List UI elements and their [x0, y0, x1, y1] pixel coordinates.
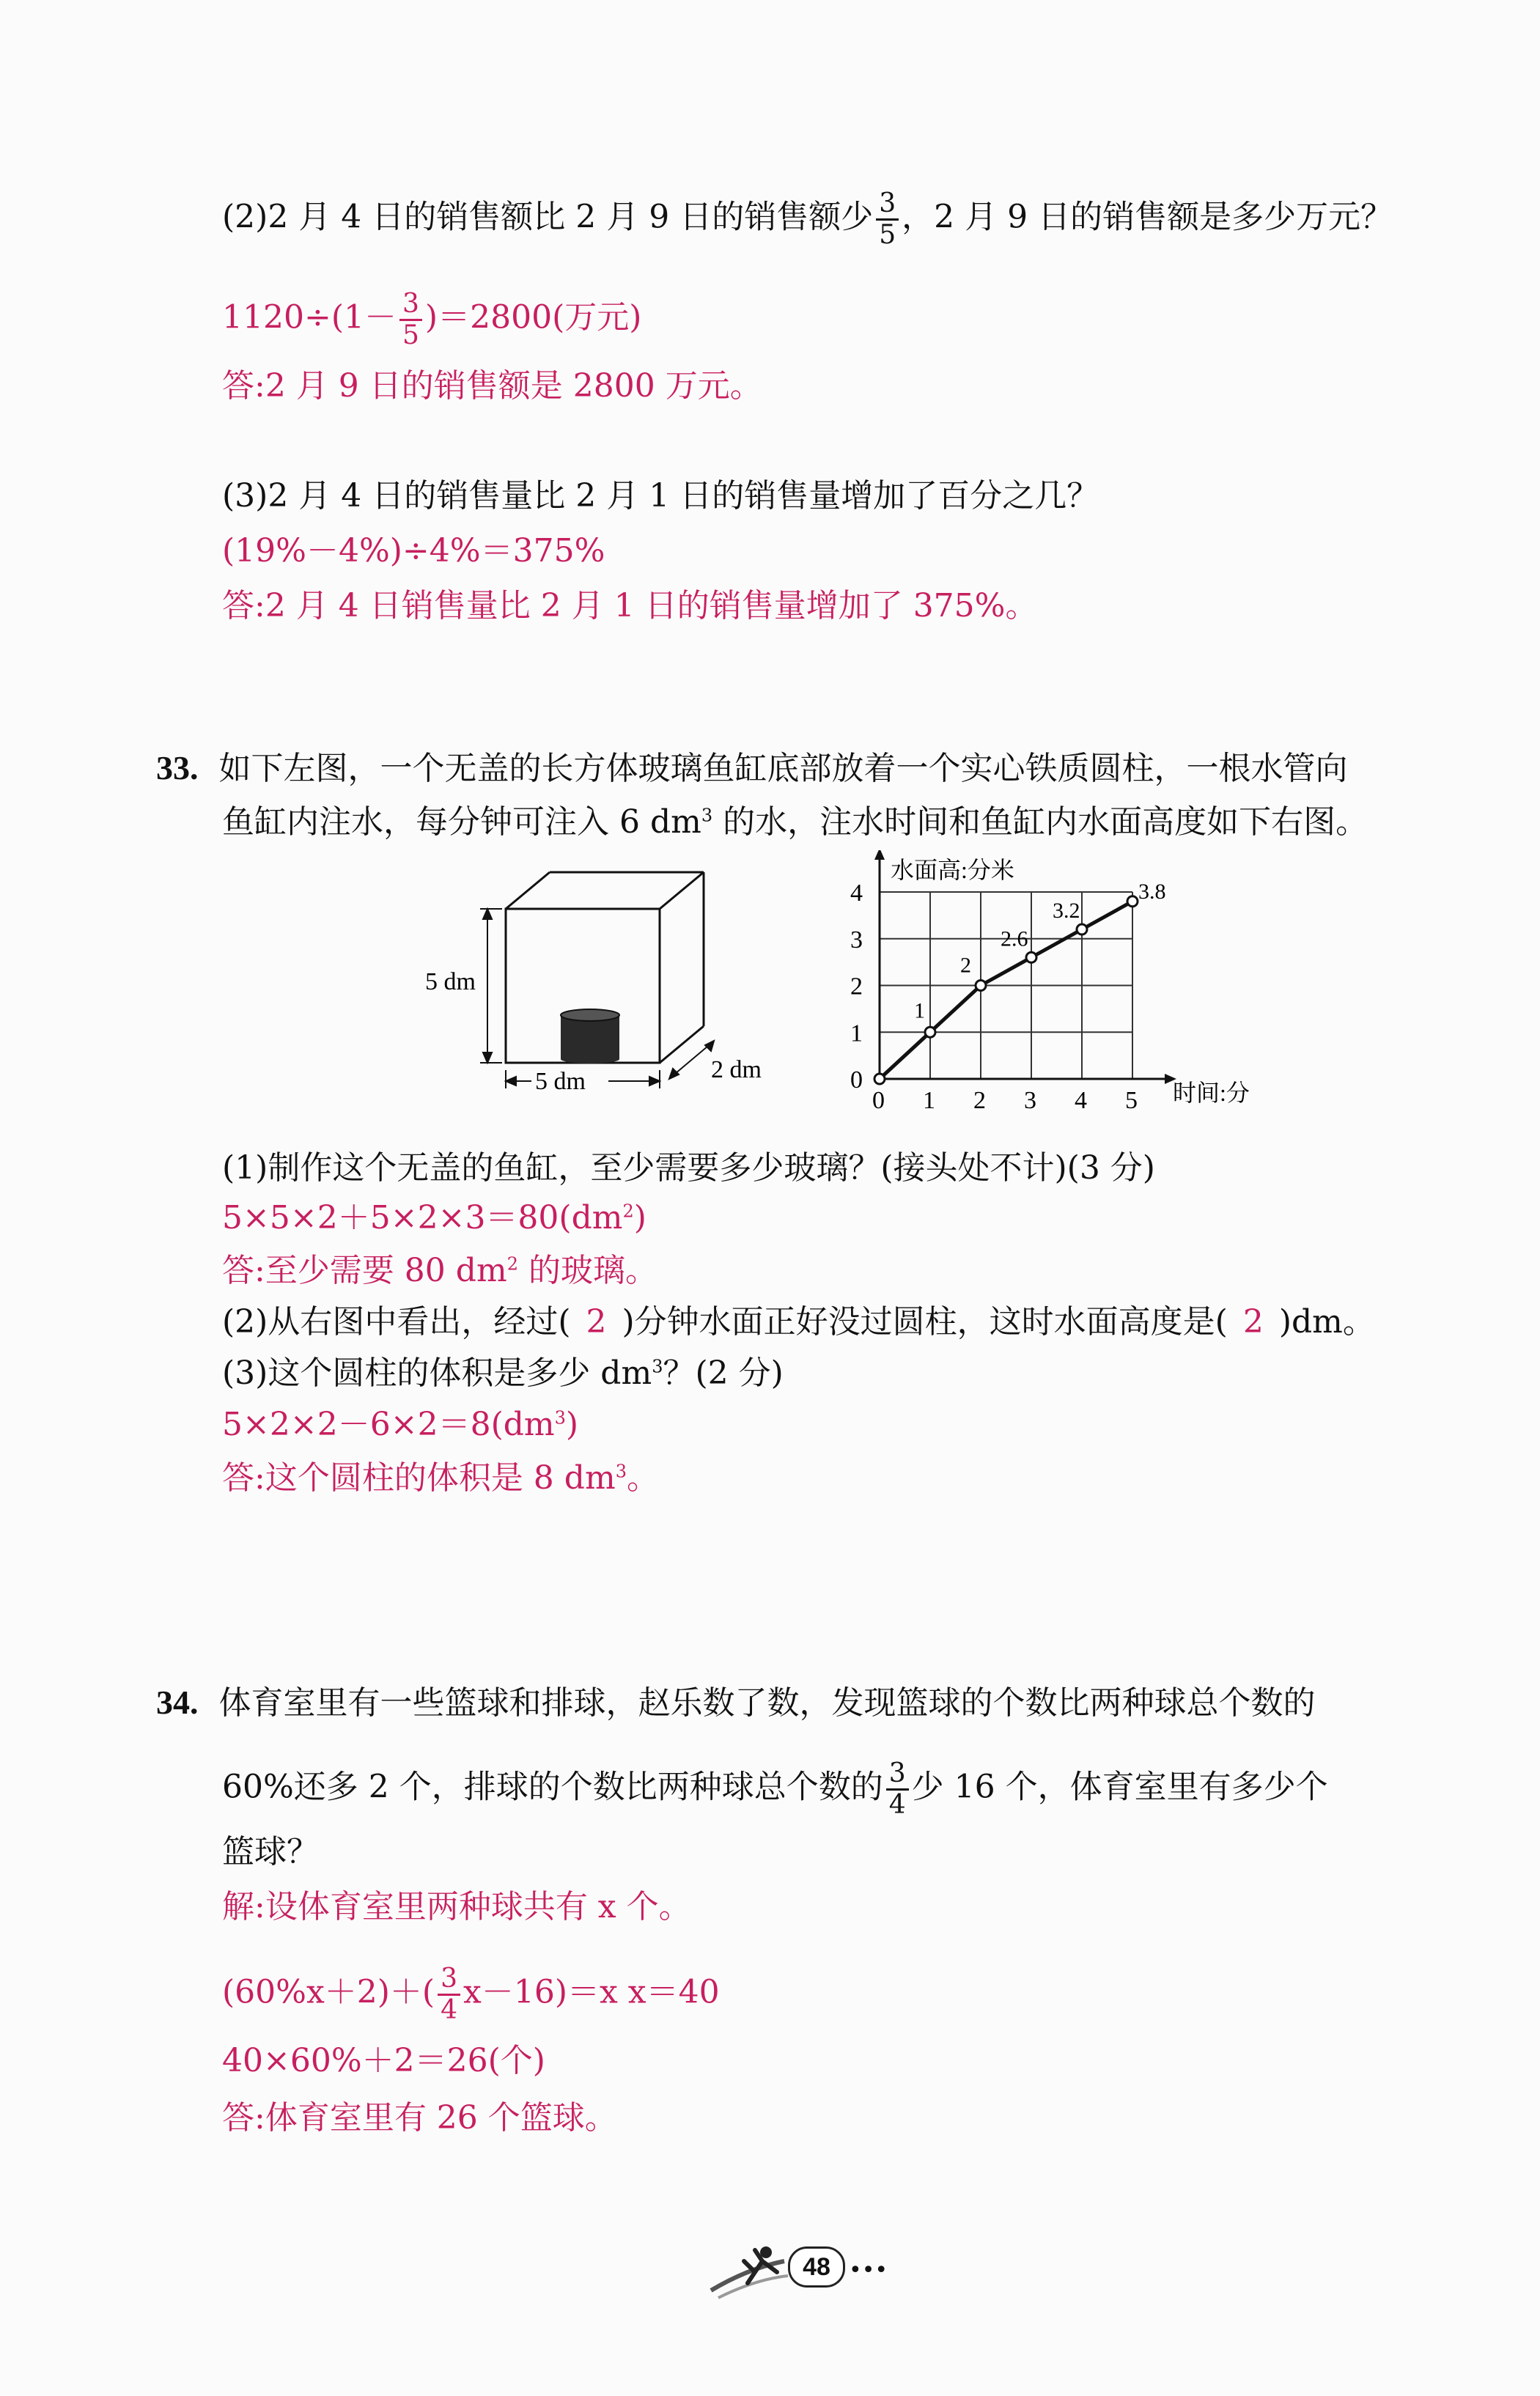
- frac-num: 3: [876, 189, 899, 221]
- cylinder: [561, 1009, 619, 1064]
- frac-den: 5: [402, 320, 419, 350]
- q33-text-line2: [222, 803, 1368, 841]
- p2-a: (2)从右图中看出，经过(: [222, 1303, 571, 1341]
- data-point: [1127, 896, 1138, 907]
- x-tick-label: 5: [1125, 1087, 1138, 1114]
- data-point: [1077, 924, 1087, 935]
- ans-b: 的玻璃。: [517, 1252, 657, 1289]
- calc-a: 5×5×2＋5×2×3＝80(dm: [222, 1199, 623, 1236]
- y-tick-label: 2: [850, 973, 863, 1000]
- q34-solution-set: 解:设体育室里两种球共有 x 个。: [222, 1888, 691, 1925]
- superscript: 3: [652, 1356, 663, 1377]
- q34-calc: 40×60%＋2＝26(个): [222, 2042, 545, 2079]
- q34-text2-post: 少 16 个，体育室里有多少个: [911, 1768, 1328, 1806]
- depth-label: 2 dm: [711, 1056, 762, 1083]
- fraction: [438, 1964, 460, 2024]
- question-number: 34.: [156, 1684, 199, 1721]
- p2-c: )dm。: [1278, 1303, 1375, 1341]
- chart-axes: [874, 850, 1176, 1084]
- p2-b: )分钟水面正好没过圆柱，这时水面高度是(: [622, 1303, 1228, 1341]
- q33-text1: 如下左图，一个无盖的长方体玻璃鱼缸底部放着一个实心铁质圆柱，一根水管向: [218, 750, 1348, 787]
- q34-answer: 答:体育室里有 26 个篮球。: [222, 2099, 617, 2137]
- calc-a: 5×2×2－6×2＝8(dm: [222, 1406, 555, 1443]
- superscript: 3: [615, 1461, 627, 1482]
- y-axis-arrow: [874, 850, 885, 860]
- q33-part1-question: (1)制作这个无盖的鱼缸，至少需要多少玻璃？(接头处不计)(3 分): [222, 1149, 1155, 1187]
- calc-pre: 1120÷(1－: [222, 298, 397, 336]
- fish-tank-figure: [410, 858, 777, 1129]
- q32-part2-calc: [222, 290, 641, 350]
- q34-text-line1: [156, 1684, 1316, 1722]
- superscript: 2: [506, 1253, 518, 1275]
- data-label: 3.2: [1053, 899, 1080, 923]
- data-label: 3.8: [1138, 879, 1166, 904]
- x-tick-label: 0: [872, 1087, 885, 1114]
- eq-pre: (60%x＋2)＋(: [222, 1973, 435, 2011]
- calc-b: ): [565, 1406, 579, 1443]
- q33-part2-question: [222, 1303, 1375, 1341]
- page-number: 48: [788, 2246, 845, 2288]
- x-axis-label: 时间:分: [1173, 1080, 1250, 1106]
- q34-text2-pre: 60%还多 2 个，排球的个数比两种球总个数的: [222, 1768, 883, 1806]
- superscript: 3: [701, 805, 713, 826]
- chart-grid: [880, 892, 1132, 1079]
- frac-den: 4: [888, 1789, 906, 1820]
- q32-p2-post: ，2 月 9 日的销售额是多少万元？: [902, 198, 1393, 236]
- data-label: 1: [914, 998, 925, 1023]
- ans-a: 答:至少需要 80 dm: [222, 1252, 507, 1289]
- q33-part3-question: [222, 1354, 784, 1392]
- q33-part1-calc: [222, 1199, 646, 1236]
- x-tick-label: 2: [973, 1087, 986, 1114]
- fraction: [886, 1759, 909, 1819]
- height-label: 5 dm: [425, 968, 476, 995]
- data-point: [874, 1074, 885, 1084]
- q33-text-line1: [156, 751, 1348, 785]
- y-tick-label: 3: [850, 926, 863, 954]
- calc-post: )＝2800(万元): [424, 298, 642, 336]
- tank-edge: [660, 1026, 704, 1063]
- frac-num: 3: [438, 1964, 460, 1996]
- superscript: 2: [622, 1201, 634, 1222]
- fraction: [876, 189, 899, 249]
- ans-a: 答:这个圆柱的体积是 8 dm: [222, 1459, 616, 1497]
- q32-part3-answer: 答:2 月 4 日销售量比 2 月 1 日的销售量增加了 375%。: [222, 587, 1038, 624]
- ans-b: 。: [626, 1459, 659, 1497]
- footer-dots: •••: [849, 2257, 888, 2283]
- y-axis-label: 水面高:分米: [891, 857, 1014, 883]
- q33-text2a: 鱼缸内注水，每分钟可注入 6 dm: [222, 803, 701, 841]
- frac-den: 4: [441, 1994, 458, 2025]
- answer-blank-minutes: 2: [586, 1303, 607, 1341]
- width-label: 5 dm: [535, 1068, 586, 1095]
- q33-part3-calc: [222, 1406, 579, 1443]
- water-height-chart: [777, 850, 1305, 1151]
- x-tick-label: 3: [1024, 1087, 1036, 1114]
- data-point: [1026, 952, 1036, 962]
- answer-blank-height: 2: [1242, 1303, 1264, 1341]
- data-point: [925, 1027, 935, 1037]
- data-label: 2.6: [1001, 926, 1028, 951]
- x-tick-label: 1: [923, 1087, 935, 1114]
- frac-den: 5: [879, 219, 896, 250]
- q34-equation: [222, 1964, 720, 2024]
- q32-part3-question: (3)2 月 4 日的销售量比 2 月 1 日的销售量增加了百分之几？: [222, 477, 1099, 515]
- q34-text-line2: [222, 1759, 1328, 1819]
- q33-text2b: 的水，注水时间和鱼缸内水面高度如下右图。: [712, 803, 1368, 841]
- frac-num: 3: [886, 1759, 909, 1791]
- x-tick-label: 4: [1075, 1087, 1087, 1114]
- eq-post: x－16)＝x x＝40: [463, 1973, 720, 2011]
- q34-text-line3: 篮球？: [222, 1833, 319, 1870]
- y-tick-label: 0: [850, 1066, 863, 1094]
- q32-p2-pre: (2)2 月 4 日的销售额比 2 月 9 日的销售额少: [222, 198, 874, 236]
- frac-num: 3: [399, 290, 422, 321]
- q34-text1: 体育室里有一些篮球和排球，赵乐数了数，发现篮球的个数比两种球总个数的: [218, 1684, 1316, 1722]
- q33-part1-answer: [222, 1252, 657, 1289]
- data-label: 2: [960, 953, 971, 978]
- y-tick-label: 4: [850, 880, 863, 907]
- superscript: 3: [554, 1407, 566, 1429]
- question-number: 33.: [156, 749, 199, 786]
- fraction: [399, 290, 422, 350]
- chart-series: [874, 880, 1166, 1084]
- tank-edge: [660, 872, 704, 909]
- data-point: [976, 981, 986, 991]
- p3-b: ？(2 分): [663, 1354, 784, 1392]
- footer-runner-logo: [704, 2239, 792, 2305]
- tank-edge: [506, 872, 550, 909]
- calc-b: ): [633, 1199, 646, 1236]
- y-tick-label: 1: [850, 1020, 863, 1047]
- q33-part3-answer: [222, 1459, 659, 1497]
- q32-part3-calc: (19%－4%)÷4%＝375%: [222, 532, 605, 569]
- p3-a: (3)这个圆柱的体积是多少 dm: [222, 1354, 652, 1392]
- q32-part2-answer: 答:2 月 9 日的销售额是 2800 万元。: [222, 367, 762, 405]
- q32-part2-question: [222, 189, 1393, 249]
